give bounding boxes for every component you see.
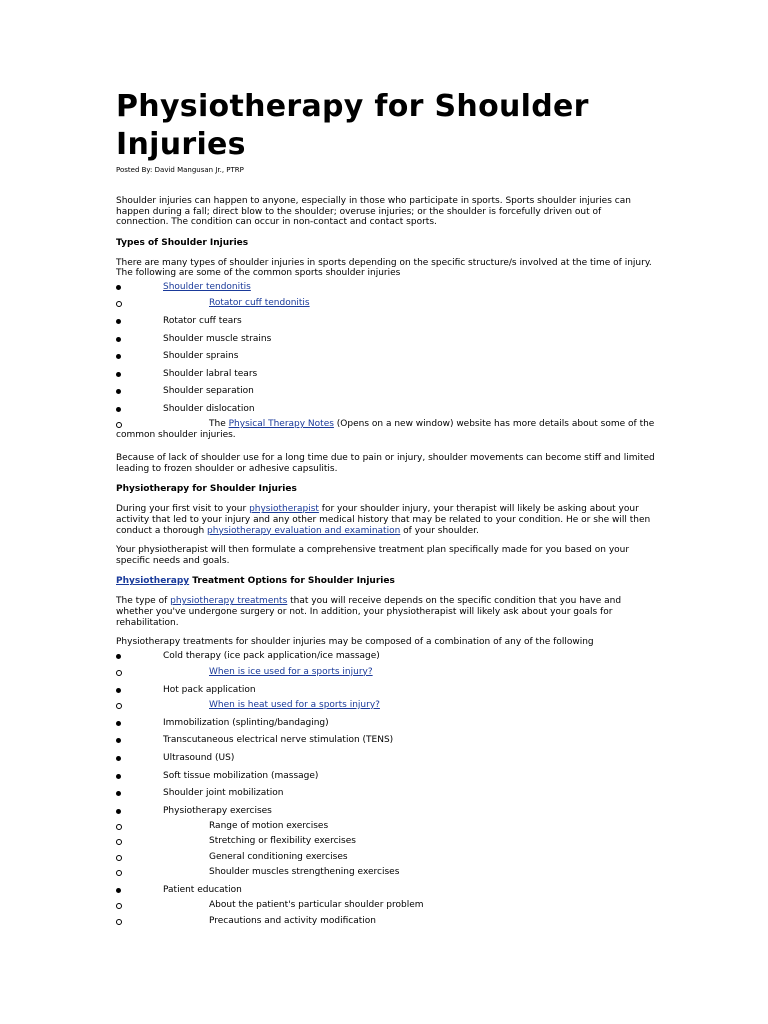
- list-item: Precautions and activity modification: [209, 915, 376, 926]
- shoulder-tendonitis-link[interactable]: Shoulder tendonitis: [163, 281, 251, 292]
- rotator-cuff-tendonitis-link[interactable]: Rotator cuff tendonitis: [209, 297, 310, 308]
- list-item: [116, 667, 656, 685]
- evaluation-examination-link[interactable]: physiotherapy evaluation and examination: [207, 525, 401, 536]
- ice-sports-injury-link[interactable]: When is ice used for a sports injury?: [209, 666, 373, 677]
- intro-paragraph: Shoulder injuries can happen to anyone, especially in those who participate in sports. Sports shoulder injuries can happen during a fall; direct blow to the shoulder; overuse injuries; or the shoulder is forcefully driven out of connection. The condition can occur in non-contact and contact sports.: [116, 196, 631, 228]
- list-item: Physiotherapy exercises: [163, 805, 272, 816]
- physio-heading: Physiotherapy for Shoulder Injuries: [116, 484, 297, 495]
- types-intro-paragraph: There are many types of shoulder injuries in sports depending on the specific structure/s involved at the time of injury. The following are some of the common sports shoulder injuries: [116, 257, 652, 279]
- list-item: Shoulder muscles strengthening exercises: [209, 866, 400, 877]
- list-item: Hot pack application: [163, 684, 256, 695]
- physiotherapist-link[interactable]: physiotherapist: [249, 504, 319, 515]
- list-item: General conditioning exercises: [209, 851, 348, 862]
- heat-sports-injury-link[interactable]: When is heat used for a sports injury?: [209, 699, 380, 710]
- list-item: Patient education: [163, 884, 242, 895]
- list-item: Shoulder dislocation: [163, 403, 255, 414]
- list-item: About the patient's particular shoulder problem: [209, 899, 424, 910]
- list-item: Cold therapy (ice pack application/ice massage): [163, 650, 380, 661]
- list-item: Shoulder labral tears: [163, 368, 258, 379]
- list-item: Shoulder separation: [163, 385, 254, 396]
- treatment-plan-paragraph: Your physiotherapist will then formulate a comprehensive treatment plan specifically made for you based on your specific needs and goals.: [116, 545, 630, 566]
- notes-list-item: The Physical Therapy Notes (Opens on a new window) website has more details about some of the common shoulder injuries.: [116, 418, 655, 440]
- list-item: Soft tissue mobilization (massage): [163, 770, 319, 781]
- physiotherapy-link[interactable]: Physiotherapy: [116, 576, 190, 587]
- first-visit-paragraph: During your first visit to your physiotherapist for your shoulder injury, your therapist will likely be asking about your activity that led to your injury and any other medical history that may be related to your condition. He or she will then conduct a thorough physiotherapy evaluation and examination of your shoulder.: [116, 504, 651, 536]
- types-heading: Types of Shoulder Injuries: [116, 237, 249, 248]
- list-item: Immobilization (splinting/bandaging): [163, 717, 329, 728]
- treatment-type-paragraph: The type of physiotherapy treatments that you will receive depends on the specific condition that you have and whether you've undergone surgery or not. In addition, your physiotherapist will likely ask about your goals for rehabilitation.: [116, 596, 622, 628]
- list-item: Ultrasound (US): [163, 752, 235, 763]
- list-item: Transcutaneous electrical nerve stimulation (TENS): [163, 734, 394, 745]
- treatment-options-heading: Physiotherapy Treatment Options for Shoulder Injuries: [116, 576, 395, 587]
- list-item: Rotator cuff tears: [163, 315, 242, 326]
- list-item: [116, 700, 656, 718]
- injury-types-list: [116, 282, 656, 419]
- treatments-list: [116, 651, 656, 931]
- list-item: Shoulder joint mobilization: [163, 787, 284, 798]
- page-title: Physiotherapy for Shoulder Injuries: [116, 89, 589, 162]
- list-item: [116, 282, 656, 298]
- list-item: [116, 298, 656, 316]
- physical-therapy-notes-link[interactable]: Physical Therapy Notes: [228, 418, 334, 429]
- list-item: Range of motion exercises: [209, 820, 329, 831]
- byline: Posted By: David Mangusan Jr., PTRP: [116, 166, 244, 174]
- list-item: Shoulder sprains: [163, 350, 239, 361]
- frozen-shoulder-paragraph: Because of lack of shoulder use for a long time due to pain or injury, shoulder movements can become stiff and limited leading to frozen shoulder or adhesive capsulitis.: [116, 453, 655, 474]
- list-item: Shoulder muscle strains: [163, 333, 272, 344]
- physiotherapy-treatments-link[interactable]: physiotherapy treatments: [170, 596, 288, 607]
- list-item: Stretching or flexibility exercises: [209, 835, 356, 846]
- document-page: [116, 88, 656, 931]
- combination-paragraph: Physiotherapy treatments for shoulder injuries may be composed of a combination of any of the following: [116, 637, 594, 648]
